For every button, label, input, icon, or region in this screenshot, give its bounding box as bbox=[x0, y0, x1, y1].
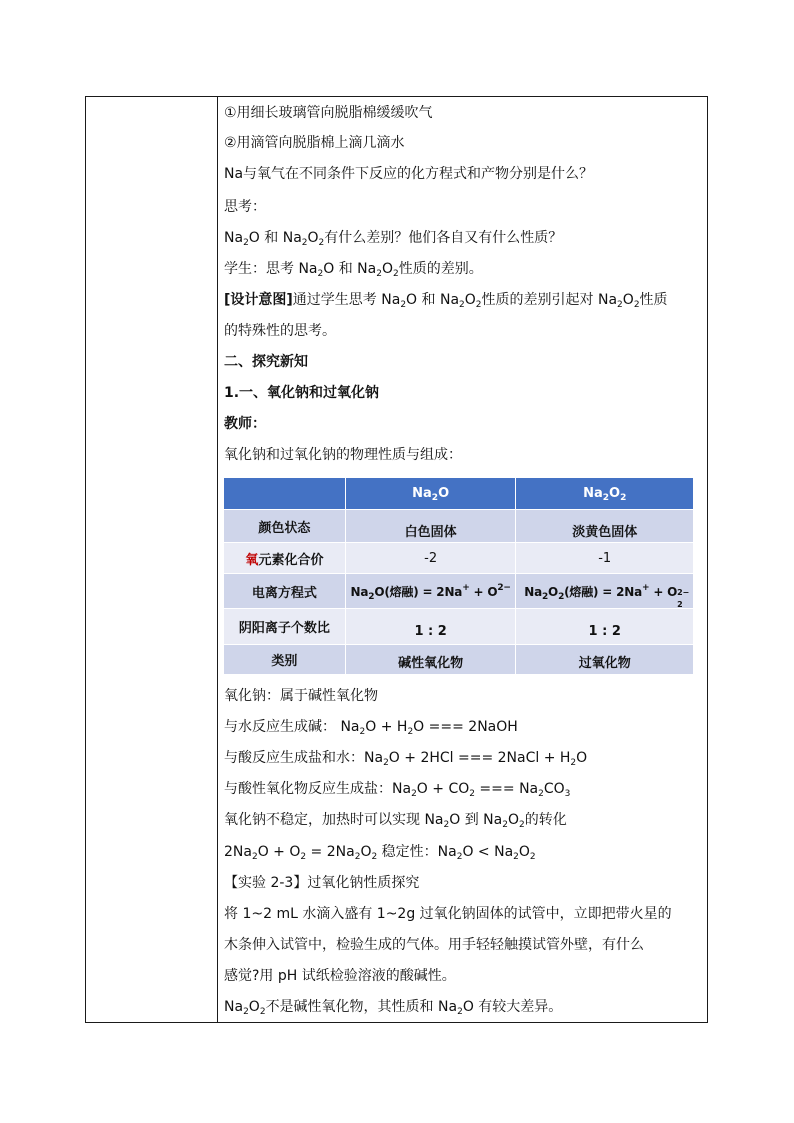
table-row bbox=[224, 510, 694, 543]
text-line-15: 与酸反应生成盐和水：$Na_2O + 2HCl$ === 2NaCl + $H_2O$ bbox=[224, 750, 588, 768]
text-line-18: $2Na_2O + O_2 = 2Na_2O_2$ 稳定性：$Na_2O < Na_2O_2$ bbox=[224, 844, 536, 862]
text-line-7: [设计意图]通过学生思考 $Na_2O$ 和 $Na_2O_2$性质的差别引起对 $Na_2O_2$性质 bbox=[224, 292, 668, 310]
left-column-cell bbox=[86, 97, 218, 1022]
text-line-17: 氧化钠不稳定，加热时可以实现 $Na_2O$ 到 $Na_2O_2$的转化 bbox=[224, 812, 567, 830]
table-row bbox=[224, 574, 694, 609]
text-line-4: 思考： bbox=[224, 199, 266, 215]
equation-cell-na2o2: $Na_2O_2$(熔融) = 2Na+ + O 2− 2 bbox=[516, 574, 694, 609]
cell-value: 白色固体 bbox=[345, 510, 516, 543]
text-line-1: ①用细长玻璃管向脱脂棉缓缓吹气 bbox=[224, 105, 433, 121]
cell-value: -1 bbox=[516, 543, 694, 574]
section-heading: 二、探究新知 bbox=[224, 354, 308, 370]
text-line-6: 学生：思考 $Na_2O$ 和 $Na_2O_2$性质的差别。 bbox=[224, 261, 483, 279]
text-line-14: 与水反应生成碱： $Na_2O + H_2O$ === 2NaOH bbox=[224, 719, 518, 737]
properties-table bbox=[224, 478, 694, 675]
cell-value: 过氧化物 bbox=[516, 645, 694, 675]
row-label: 电离方程式 bbox=[224, 574, 345, 609]
text-line-8: 的特殊性的思考。 bbox=[224, 323, 336, 339]
row-label: 颜色状态 bbox=[224, 510, 345, 543]
text-line-16: 与酸性氧化物反应生成盐：$Na_2O + CO_2$ === $Na_2CO_3$ bbox=[224, 781, 571, 799]
header-cell-empty bbox=[224, 478, 345, 510]
text-line-2: ②用滴管向脱脂棉上滴几滴水 bbox=[224, 135, 405, 151]
equation-cell-na2o: $Na_2O$(熔融) = $2Na^+ + O^{2-}$ bbox=[345, 574, 516, 609]
row-label: 类别 bbox=[224, 645, 345, 675]
text-line-3: Na与氧气在不同条件下反应的化方程式和产物分别是什么？ bbox=[224, 166, 594, 182]
row-label: 氧元素化合价 bbox=[224, 543, 345, 574]
text-line-19: 【实验 2-3】过氧化钠性质探究 bbox=[224, 875, 420, 891]
table-header-row bbox=[224, 478, 694, 510]
cell-value: 1 : 2 bbox=[516, 609, 694, 645]
cell-value: 碱性氧化物 bbox=[345, 645, 516, 675]
header-cell-na2o: $Na_2O$ bbox=[345, 478, 516, 510]
text-line-21: 木条伸入试管中，检验生成的气体。用手轻轻触摸试管外壁，有什么 bbox=[224, 937, 644, 953]
row-label: 阴阳离子个数比 bbox=[224, 609, 345, 645]
cell-value: 淡黄色固体 bbox=[516, 510, 694, 543]
cell-value: -2 bbox=[345, 543, 516, 574]
cell-value: 1 : 2 bbox=[345, 609, 516, 645]
text-line-23: $Na_2O_2$不是碱性氧化物，其性质和 $Na_2O$ 有较大差异。 bbox=[224, 999, 563, 1017]
subsection-heading: 1.一、氧化钠和过氧化钠 bbox=[224, 385, 380, 401]
text-line-20: 将 1~2 mL 水滴入盛有 1~2g 过氧化钠固体的试管中，立即把带火星的 bbox=[224, 906, 672, 922]
teacher-label: 教师： bbox=[224, 416, 266, 432]
text-line-12: 氧化钠和过氧化钠的物理性质与组成： bbox=[224, 447, 462, 463]
header-cell-na2o2: $Na_2O_2$ bbox=[516, 478, 694, 510]
table-row bbox=[224, 609, 694, 645]
table-row bbox=[224, 543, 694, 574]
table-row bbox=[224, 645, 694, 675]
text-line-22: 感觉?用 pH 试纸检验溶液的酸碱性。 bbox=[224, 968, 456, 984]
text-line-13: 氧化钠：属于碱性氧化物 bbox=[224, 688, 378, 704]
text-line-5: $Na_2O$ 和 $Na_2O_2$有什么差别？他们各自又有什么性质？ bbox=[224, 230, 563, 248]
